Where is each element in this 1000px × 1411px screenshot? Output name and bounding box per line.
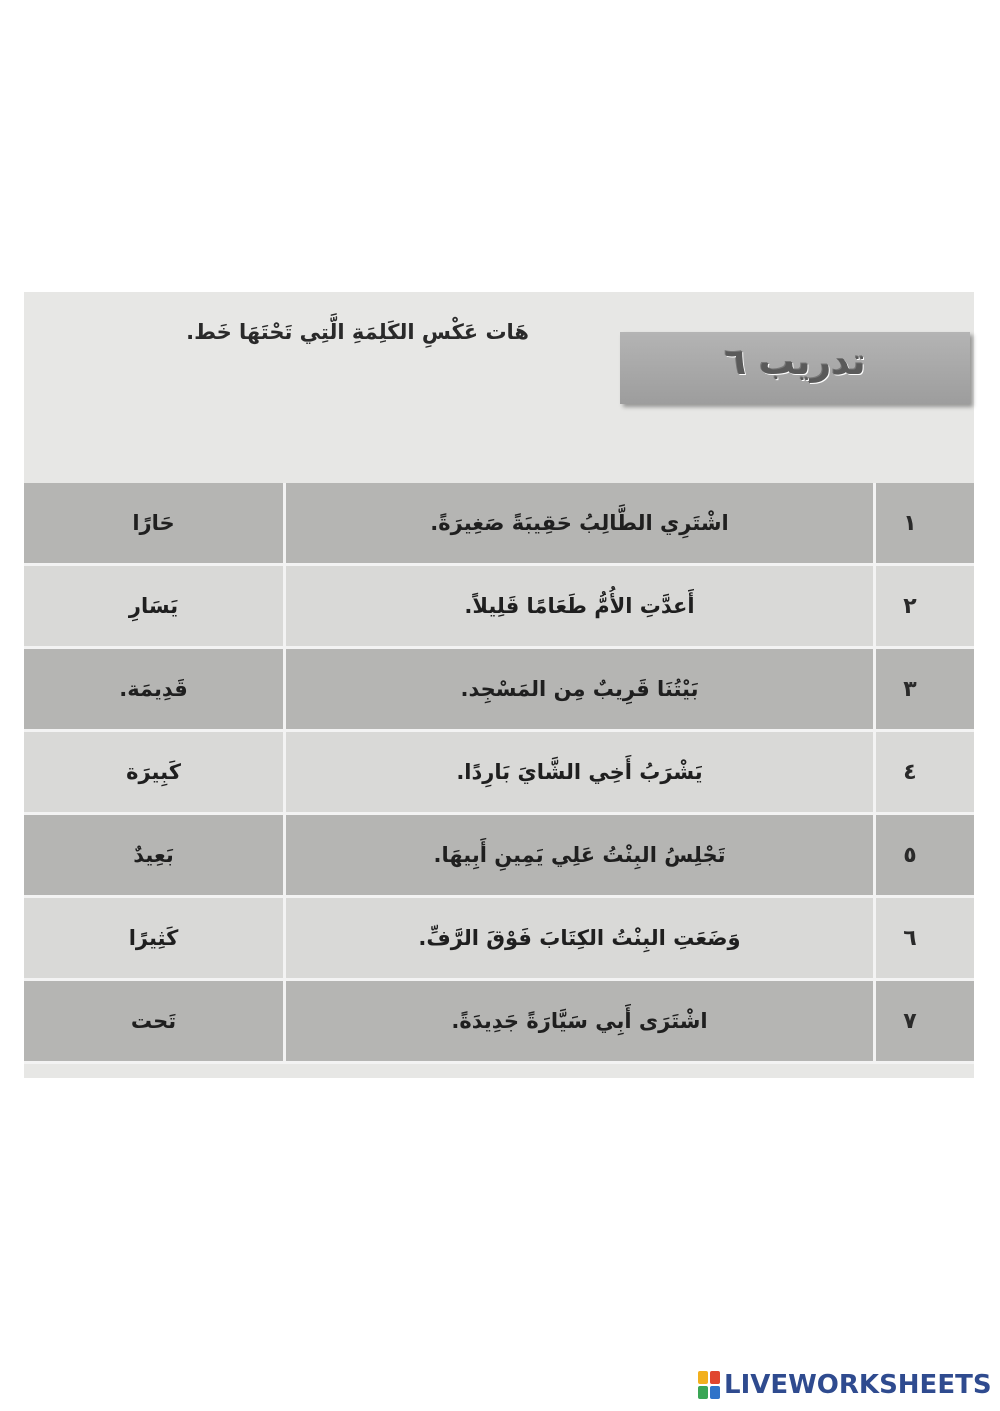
row-number: ٧ [903, 1008, 917, 1034]
sentence-cell: وَضَعَتِ البِنْتُ الكِتَابَ فَوْقَ الرَّفِّ. [418, 926, 741, 950]
column-divider [873, 566, 876, 646]
exercise-title-box [620, 332, 970, 404]
row-number: ٤ [903, 759, 917, 785]
sentence-cell: تَجْلِسُ البِنْتُ عَلِي يَمِينِ أَبِيهَا. [433, 843, 726, 867]
column-divider [283, 732, 286, 812]
exercise-table [24, 483, 974, 1064]
table-row [24, 483, 974, 566]
column-divider [283, 566, 286, 646]
row-number: ٦ [903, 925, 917, 951]
sentence-cell: اشْتَرَى أَبِي سَيَّارَةً جَدِيدَةً. [451, 1009, 708, 1033]
column-divider [283, 898, 286, 978]
sentence-cell: أَعدَّتِ الأُمُّ طَعَامًا قَلِيلاً. [464, 594, 695, 618]
liveworksheets-logo-icon [698, 1371, 720, 1399]
instruction-text: هَات عَكْسِ الكَلِمَةِ الَّتِي تَحْتَهَا خَط. [186, 320, 529, 344]
table-row [24, 649, 974, 732]
column-divider [283, 483, 286, 563]
exercise-title: تدريب ٦ [724, 342, 866, 383]
table-row [24, 898, 974, 981]
worksheet-page [24, 292, 974, 1078]
column-divider [873, 649, 876, 729]
column-divider [873, 981, 876, 1061]
answer-option[interactable]: قَدِيمَة. [119, 677, 188, 701]
row-number: ٢ [903, 593, 917, 619]
answer-option[interactable]: كَبِيرَة [126, 760, 181, 784]
row-number: ٥ [903, 842, 917, 868]
answer-option[interactable]: تَحت [130, 1009, 177, 1033]
column-divider [873, 483, 876, 563]
sentence-cell: بَيْتُنَا قَرِيبٌ مِن المَسْجِد. [460, 677, 699, 701]
table-row [24, 981, 974, 1064]
column-divider [283, 815, 286, 895]
sentence-cell: يَشْرَبُ أَخِي الشَّايَ بَارِدًا. [456, 760, 703, 784]
table-row [24, 566, 974, 649]
liveworksheets-brand: LIVEWORKSHEETS [724, 1370, 992, 1400]
row-number: ١ [903, 510, 917, 536]
answer-option[interactable]: حَارًا [132, 511, 175, 535]
column-divider [283, 981, 286, 1061]
table-row [24, 732, 974, 815]
row-number: ٣ [903, 676, 917, 702]
answer-option[interactable]: بَعِيدٌ [133, 843, 174, 867]
column-divider [873, 898, 876, 978]
column-divider [873, 815, 876, 895]
answer-option[interactable]: يَسَارِ [128, 594, 179, 618]
liveworksheets-logo [698, 1370, 992, 1400]
sentence-cell: اشْتَرِي الطَّالِبُ حَقِيبَةً صَغِيرَةً. [430, 511, 729, 535]
column-divider [873, 732, 876, 812]
column-divider [283, 649, 286, 729]
table-row [24, 815, 974, 898]
answer-option[interactable]: كَثِيرًا [128, 926, 179, 950]
